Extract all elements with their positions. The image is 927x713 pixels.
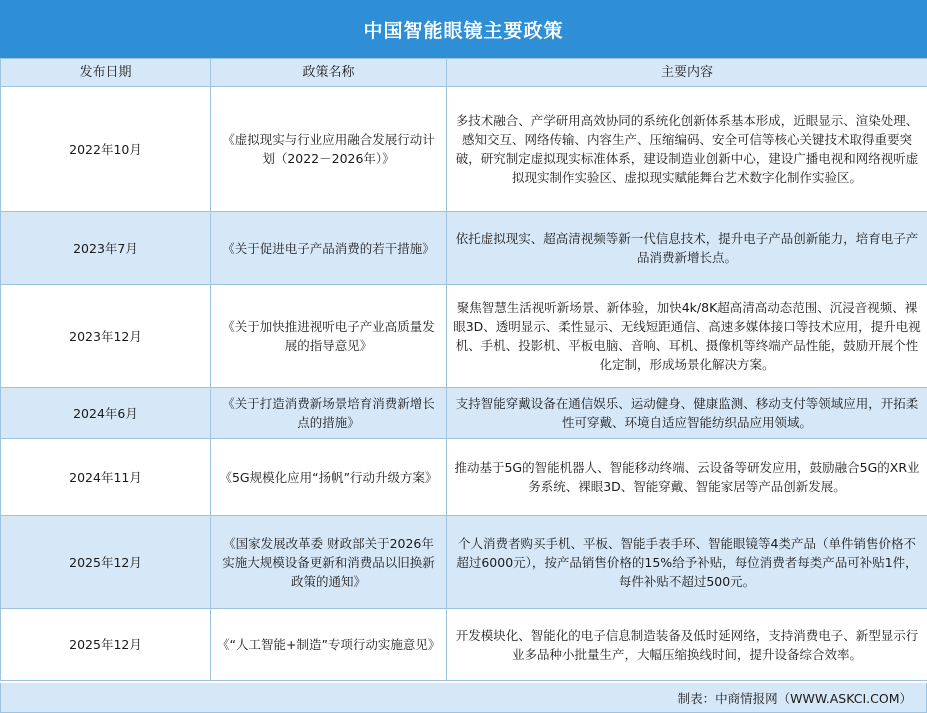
table-row — [1, 516, 927, 609]
table-row — [1, 212, 927, 285]
cell-date: 2023年12月 — [1, 285, 211, 388]
cell-date: 2025年12月 — [1, 609, 211, 681]
cell-policy-name: 《5G规模化应用“扬帆”行动升级方案》 — [211, 439, 447, 516]
header-main-content: 主要内容 — [447, 59, 927, 87]
source-footer — [0, 683, 927, 713]
table-row — [1, 285, 927, 388]
cell-content: 个人消费者购买手机、平板、智能手表手环、智能眼镜等4类产品（单件销售价格不超过6000元），按产品销售价格的15%给予补贴，每位消费者每类产品可补贴1件，每件补贴不超过500元。 — [447, 516, 927, 609]
table-row — [1, 439, 927, 516]
cell-date: 2022年10月 — [1, 87, 211, 212]
header-policy-name: 政策名称 — [211, 59, 447, 87]
table-row — [1, 87, 927, 212]
cell-date: 2024年6月 — [1, 388, 211, 439]
cell-policy-name: 《关于打造消费新场景培育消费新增长点的措施》 — [211, 388, 447, 439]
cell-content: 聚焦智慧生活视听新场景、新体验，加快4k/8K超高清高动态范围、沉浸音视频、裸眼3D、透明显示、柔性显示、无线短距通信、高速多媒体接口等技术应用，提升电视机、手机、投影机、平板电脑、音响、耳机、摄像机等终端产品性能，鼓励开展个性化定制，形成场景化解决方案。 — [447, 285, 927, 388]
cell-policy-name: 《虚拟现实与行业应用融合发展行动计划（2022－2026年）》 — [211, 87, 447, 212]
policy-table — [0, 58, 927, 681]
table-row — [1, 609, 927, 681]
cell-date: 2025年12月 — [1, 516, 211, 609]
cell-content: 支持智能穿戴设备在通信娱乐、运动健身、健康监测、移动支付等领域应用，开拓柔性可穿戴、环境自适应智能纺织品应用领域。 — [447, 388, 927, 439]
cell-date: 2023年7月 — [1, 212, 211, 285]
cell-policy-name: 《关于促进电子产品消费的若干措施》 — [211, 212, 447, 285]
cell-content: 依托虚拟现实、超高清视频等新一代信息技术，提升电子产品创新能力，培育电子产品消费新增长点。 — [447, 212, 927, 285]
cell-content: 推动基于5G的智能机器人、智能移动终端、云设备等研发应用，鼓励融合5G的XR业务系统、裸眼3D、智能穿戴、智能家居等产品创新发展。 — [447, 439, 927, 516]
cell-content: 多技术融合、产学研用高效协同的系统化创新体系基本形成，近眼显示、渲染处理、感知交互、网络传输、内容生产、压缩编码、安全可信等核心关键技术取得重要突破，研究制定虚拟现实标准体系，建设制造业创新中心，建设广播电视和网络视听虚拟现实制作实验区、虚拟现实赋能舞台艺术数字化制作实验区。 — [447, 87, 927, 212]
cell-date: 2024年11月 — [1, 439, 211, 516]
header-date: 发布日期 — [1, 59, 211, 87]
source-credit: 制表：中商情报网（WWW.ASKCI.COM） — [677, 690, 912, 706]
cell-policy-name: 《国家发展改革委 财政部关于2026年实施大规模设备更新和消费品以旧换新政策的通知》 — [211, 516, 447, 609]
table-row — [1, 388, 927, 439]
table-title: 中国智能眼镜主要政策 — [0, 0, 927, 58]
cell-policy-name: 《关于加快推进视听电子产业高质量发展的指导意见》 — [211, 285, 447, 388]
cell-policy-name: 《“人工智能+制造”专项行动实施意见》 — [211, 609, 447, 681]
cell-content: 开发模块化、智能化的电子信息制造装备及低时延网络，支持消费电子、新型显示行业多品种小批量生产，大幅压缩换线时间，提升设备综合效率。 — [447, 609, 927, 681]
table-header-row — [1, 59, 927, 87]
